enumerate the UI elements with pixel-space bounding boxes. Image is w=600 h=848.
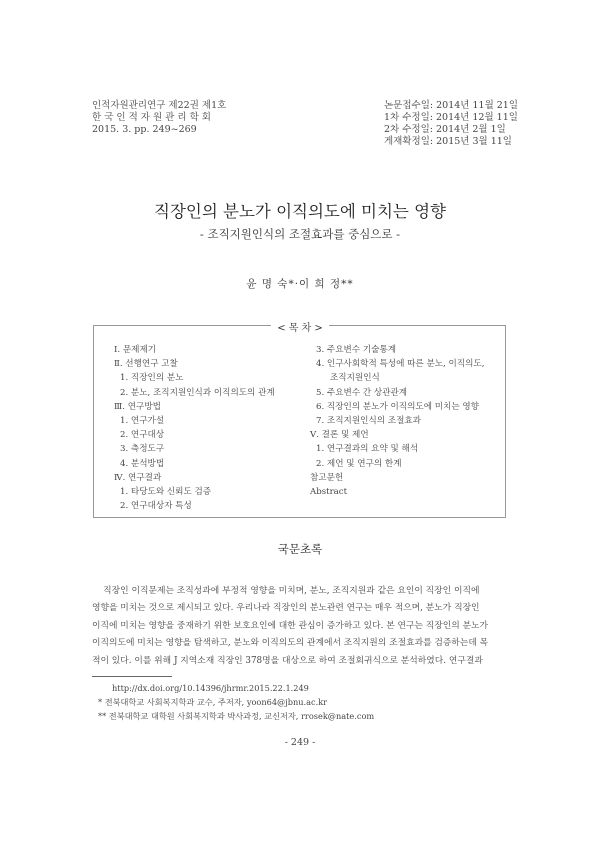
toc-item: 6. 직장인의 분노가 이직의도에 미치는 영향 [316,401,479,412]
abstract-line: 이직의도에 미치는 영향을 탐색하고, 분노와 이직의도의 관계에서 조직지원의 조절효과를 검증하는데 목 [92,638,489,649]
toc-item: Ⅴ. 결론 및 제언 [310,430,369,441]
abstract-line: 이직에 미치는 영향을 중재하기 위한 보호요인에 대한 관심이 증가하고 있다. 본 연구는 직장인의 분노가 [92,620,489,631]
toc-item: Ⅳ. 연구결과 [114,472,162,483]
toc-item: 4. 인구사회학적 특성에 따른 분노, 이직의도, [316,359,485,370]
submission-dates [384,100,518,148]
abstract-line: 영향을 미치는 것으로 제시되고 있다. 우리나라 직장인의 분노관련 연구는 매우 적으며, 분노가 직장인 [92,603,480,614]
toc-item: 조직지원인식 [330,373,380,384]
footnote-first-author: * 전북대학교 사회복지학과 교수, 주저자, yoon64@jbnu.ac.kr [98,697,328,707]
revised-date-2: 2차 수정일: 2014년 2월 1일 [384,124,506,135]
footnote-corresponding-author: ** 전북대학교 대학원 사회복지학과 박사과정, 교신저자, rrosek@nate.com [98,711,375,721]
toc-item: 1. 직장인의 분노 [120,373,184,384]
toc-left-column [114,343,275,513]
author-list: 윤 명 숙*·이 희 정** [246,278,354,290]
toc-title [0,319,600,334]
toc-title-text: < 목 차 > [271,323,329,334]
abstract-heading: 국문초록 [277,542,323,556]
abstract-line: 적이 있다. 이를 위해 J 지역소재 직장인 378명을 대상으로 하여 조절회귀식으로 분석하였다. 연구결과 [92,655,483,666]
toc-item: 5. 주요변수 간 상관관계 [316,387,408,398]
korean-abstract [92,583,507,670]
toc-item: 참고문헌 [310,472,344,483]
toc-item: 3. 주요변수 기술통계 [316,345,397,355]
journal-info [92,100,226,136]
toc-item: 7. 조직지원인식의 조절효과 [316,416,421,427]
toc-item: 2. 연구대상 [120,430,165,441]
toc-item: 3. 측정도구 [120,444,165,455]
toc-item: Ⅱ. 선행연구 고찰 [114,359,178,370]
toc-item: Ⅲ. 연구방법 [114,401,161,412]
revised-date-1: 1차 수정일: 2014년 12월 11일 [384,112,518,123]
toc-item: 1. 연구가설 [120,416,165,427]
accepted-date: 게재확정일: 2015년 3월 11일 [384,136,512,147]
paper-title: 직장인의 분노가 이직의도에 미치는 영향 [154,202,446,221]
toc-right-column [310,343,484,499]
toc-item: 2. 분노, 조직지원인식과 이직의도의 관계 [120,387,275,398]
toc-item: 4. 분석방법 [120,458,165,469]
toc-item: Ⅰ. 문제제기 [114,345,157,355]
toc-item: 1. 연구결과의 요약 및 해석 [316,444,419,455]
journal-name: 인적자원관리연구 제22권 제1호 [92,100,227,111]
page-number: - 249 - [284,737,316,748]
toc-item: 1. 타당도와 신뢰도 검증 [120,487,212,498]
footnotes [92,681,374,723]
toc-item: 2. 연구대상자 특성 [120,501,192,512]
paper-subtitle: - 조직지원인식의 조절효과를 중심으로 - [199,227,401,241]
doi-link[interactable]: http://dx.doi.org/10.14396/jhrmr.2015.22.1.249 [112,683,309,693]
toc-item: Abstract [310,487,348,498]
issue-pages: 2015. 3. pp. 249~269 [92,124,197,135]
abstract-line: 직장인 이직문제는 조직성과에 부정적 영향을 미치며, 분노, 조직지원과 같은 요인이 직장인 이직에 [92,586,480,596]
toc-item: 2. 제언 및 연구의 한계 [316,458,402,469]
society-name: 한 국 인 적 자 원 관 리 학 회 [92,112,211,123]
footnote-divider [92,676,172,677]
received-date: 논문접수일: 2014년 11월 21일 [384,100,519,111]
